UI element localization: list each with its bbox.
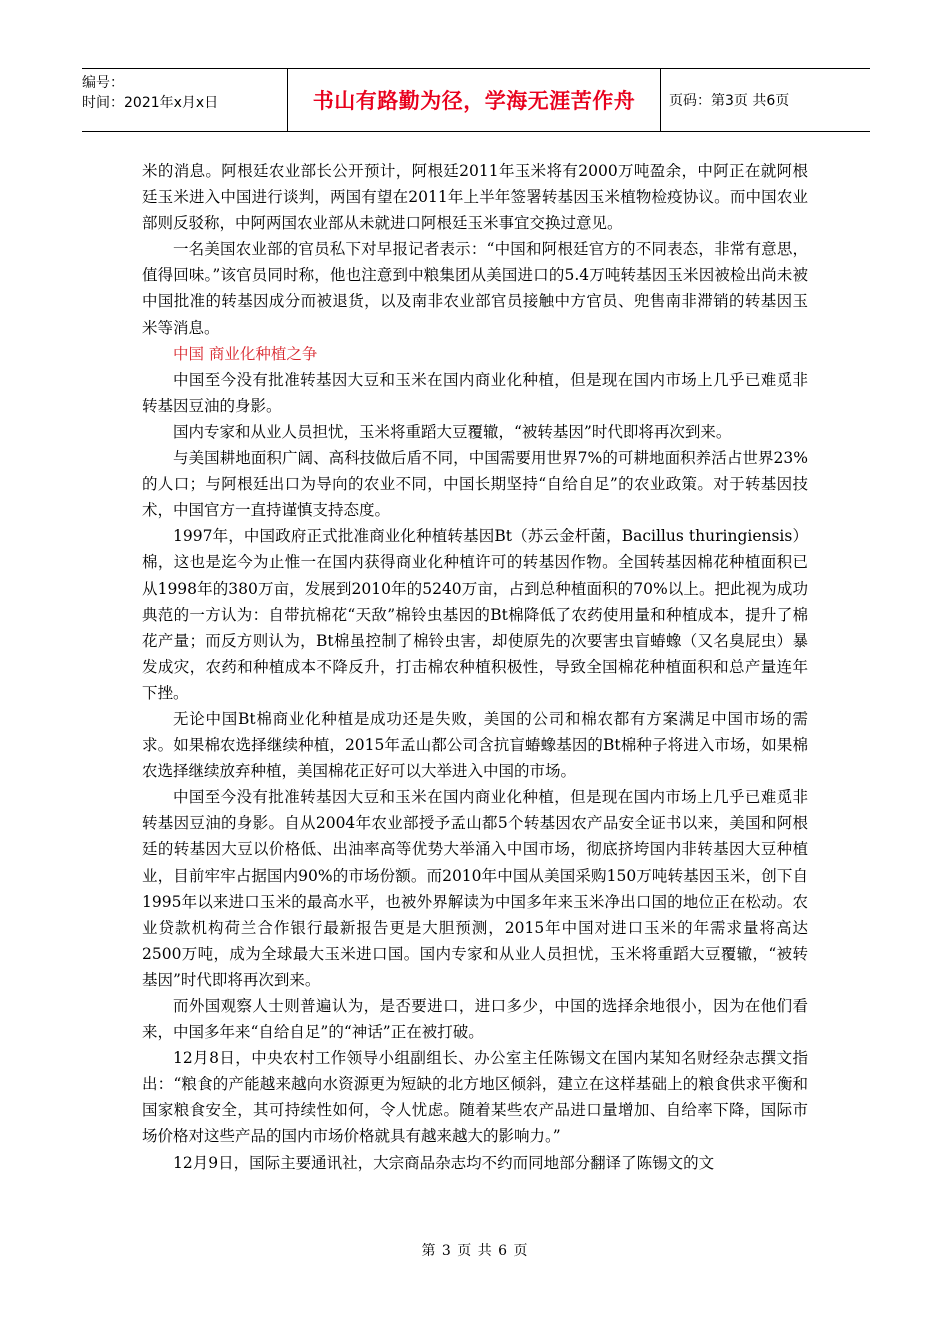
header-page-code: 页码：第3页 共6页 [669, 93, 790, 109]
paragraph: 国内专家和从业人员担忧，玉米将重蹈大豆覆辙，“被转基因”时代即将再次到来。 [173, 422, 732, 441]
page-footer: 第 3 页 共 6 页 [421, 1243, 529, 1259]
page-header [82, 68, 870, 132]
paragraph: 中国至今没有批准转基因大豆和玉米在国内商业化种植，但是现在国内市场上几乎已难觅非转基因豆油的身影。 [142, 370, 808, 415]
paragraph: 无论中国Bt棉商业化种植是成功还是失败，美国的公司和棉农都有方案满足中国市场的需求。如果棉农选择继续种植，2015年孟山都公司含抗盲蝽蟓基因的Bt棉种子将进入市场，如果棉农选择继续放弃种植，美国棉花正好可以大举进入中国的市场。 [142, 709, 808, 781]
document-body [142, 158, 808, 1176]
paragraph: 与美国耕地面积广阔、高科技做后盾不同，中国需要用世界7%的可耕地面积养活占世界23%的人口；与阿根廷出口为导向的农业不同，中国长期坚持“自给自足”的农业政策。对于转基因技术，中国官方一直持谨慎支持态度。 [142, 449, 808, 520]
header-meta [82, 69, 287, 131]
section-heading: 中国 商业化种植之争 [173, 344, 318, 363]
paragraph: 12月8日，中央农村工作领导小组副组长、办公室主任陈锡文在国内某知名财经杂志撰文指出：“粮食的产能越来越向水资源更为短缺的北方地区倾斜，建立在这样基础上的粮食供求平衡和国家粮食安全，其可持续性如何，令人忧虑。随着某些农产品进口量增加、自给率下降，国际市场价格对这些产品的国内市场价格就具有越来越大的影响力。” [142, 1049, 808, 1146]
paragraph: 12月9日，国际主要通讯社，大宗商品杂志均不约而同地部分翻译了陈锡文的文 [173, 1153, 715, 1172]
paragraph-continued: 米的消息。阿根廷农业部长公开预计，阿根廷2011年玉米将有2000万吨盈余，中阿正在就阿根廷玉米进入中国进行谈判，两国有望在2011年上半年签署转基因玉米植物检疫协议。而中国农业部则反驳称，中阿两国农业部从未就进口阿根廷玉米事宜交换过意见。 [142, 162, 808, 233]
paragraph: 中国至今没有批准转基因大豆和玉米在国内商业化种植，但是现在国内市场上几乎已难觅非转基因豆油的身影。自从2004年农业部授予孟山都5个转基因农产品安全证书以来，美国和阿根廷的转基因大豆以价格低、出油率高等优势大举涌入中国市场，彻底挤垮国内非转基因大豆种植业，目前牢牢占据国内90%的市场份额。而2010年中国从美国采购150万吨转基因玉米，创下自1995年以来进口玉米的最高水平，也被外界解读为中国多年来玉米净出口国的地位正在松动。农业贷款机构荷兰合作银行最新报告更是大胆预测，2015年中国对进口玉米的年需求量将高达2500万吨，成为全球最大玉米进口国。国内专家和从业人员担忧，玉米将重蹈大豆覆辙，“被转基因”时代即将再次到来。 [142, 788, 808, 989]
header-number-label: 编号： [82, 75, 124, 91]
paragraph: 1997年，中国政府正式批准商业化种植转基因Bt（苏云金杆菌，Bacillus thuringiensis）棉，这也是迄今为止惟一在国内获得商业化种植许可的转基因作物。全国转基因棉花种植面积已从1998年的380万亩，发展到2010年的5240万亩，占到总种植面积的70%以上。把此视为成功典范的一方认为：自带抗棉花“天敌”棉铃虫基因的Bt棉降低了农药使用量和种植成本，提升了棉花产量；而反方则认为，Bt棉虽控制了棉铃虫害，却使原先的次要害虫盲蝽蟓（又名臭屁虫）暴发成灾，农药和种植成本不降反升，打击棉农种植积极性，导致全国棉花种植面积和总产量连年下挫。 [142, 527, 808, 702]
header-date: 时间：2021年x月x日 [82, 95, 219, 111]
paragraph: 而外国观察人士则普遍认为，是否要进口，进口多少，中国的选择余地很小，因为在他们看来，中国多年来“自给自足”的“神话”正在被打破。 [142, 997, 808, 1042]
header-motto: 书山有路勤为径，学海无涯苦作舟 [287, 69, 661, 131]
paragraph: 一名美国农业部的官员私下对早报记者表示：“中国和阿根廷官方的不同表态，非常有意思，值得回味。”该官员同时称，他也注意到中粮集团从美国进口的5.4万吨转基因玉米因被检出尚未被中国批准的转基因成分而被退货，以及南非农业部官员接触中方官员、兜售南非滞销的转基因玉米等消息。 [142, 240, 808, 337]
